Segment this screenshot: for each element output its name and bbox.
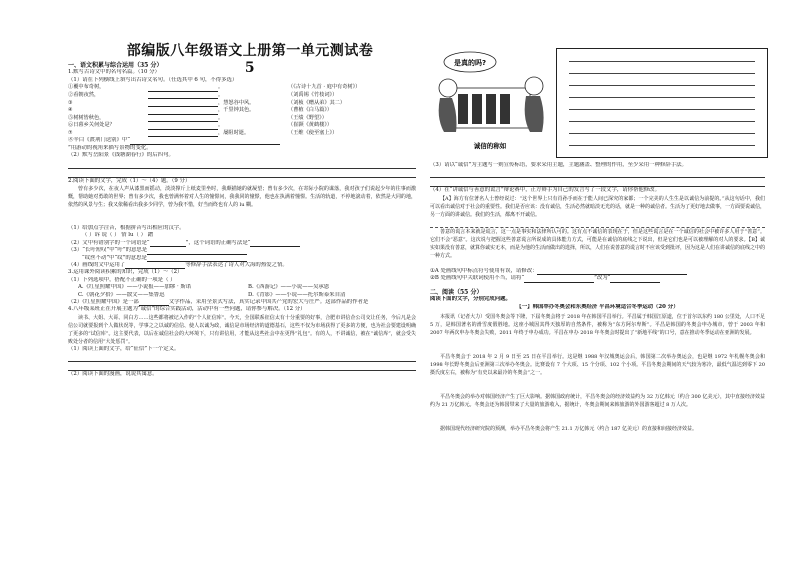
answer-line[interactable] — [68, 353, 416, 362]
poem-row — [68, 107, 416, 115]
answer-blank[interactable] — [147, 255, 247, 262]
poem-answer[interactable] — [148, 84, 288, 92]
question-2-4: （4）画线的文中运用了 等修辞手法表达了诗人对大海的热爱之情。 — [68, 262, 288, 269]
news-paragraph-3: 平昌冬奥会的举办对韩国经济产生了巨大影响。据韩国政府统计，平昌冬奥会的经济效益约为 32 万亿韩元（约合 300 亿美元），其中直接经济效益约为 21 万亿韩元。冬奥会还为韩国带来了大量的旅游收入，据统计，冬奥会期间来韩旅游的外国游客超过 8 万人次。 — [430, 393, 765, 409]
answer-blank[interactable] — [537, 268, 687, 275]
poem-line-tail: 。 — [218, 91, 224, 98]
answer-blank[interactable] — [147, 248, 247, 255]
answer-blank[interactable] — [125, 262, 185, 269]
option-c[interactable]: C.《朝花夕拾》——散文——集鲁迅 — [78, 291, 165, 298]
option-b[interactable]: B.《西游记》——小说——吴承恩 — [248, 284, 330, 291]
note-line — [569, 133, 755, 134]
passage-2: 读书、大姐、大哥、同白方……这些都将被记入作的“个人征信库”。今天，全国联系征信太有十分重要的好事，合肥市讲信企公司交让任务，今后凡是会信公司就要报到个人做状况等，学事之之以诚的信信、使人以诚为政，诚信是市场经济的道德基石，这些不仅为市场获得了更多的方便，也为社会要建设明确了更多的“试信库”。这主要代表，以后在诚信社会的大环境下，只有讲信用，才能从这些社会中在更得“礼包”。有的人，不讲诚信，被在“诚信库”，就会受失败处分者的信用“大处惩罚”。 — [68, 314, 416, 346]
answer-line[interactable] — [68, 169, 416, 178]
question-1-1: （1）请在下列横线上填写出古诗文名句。（任选其中 6 句，不得多选） — [68, 76, 238, 83]
right-column — [430, 162, 765, 441]
question-4-4a: ①A 处画线句中标点符号使用有误，请修改： — [430, 268, 765, 275]
left-column — [68, 62, 416, 379]
poem-source: （王维《使至塞上》） — [288, 129, 338, 136]
poem-line-tail: 。 — [218, 84, 224, 91]
poem-prompt: ④ — [68, 107, 73, 114]
poem-prompt: ②看朝夜然， — [68, 91, 100, 98]
poem-row — [68, 122, 416, 130]
answer-blank[interactable] — [148, 85, 218, 92]
poem-source: （崔颢《黄鹤楼》） — [288, 122, 333, 129]
poem-answer[interactable] — [148, 122, 288, 130]
answer-blank[interactable] — [250, 240, 300, 247]
question-1: 1.默写古诗文中的名句名篇。（10 分） — [68, 69, 160, 76]
answer-line[interactable] — [430, 178, 765, 187]
answer-line[interactable] — [68, 160, 416, 169]
answer-blank[interactable] — [130, 138, 280, 145]
answer-blank[interactable] — [148, 108, 218, 115]
note-line — [569, 61, 755, 62]
poem-row — [68, 115, 416, 123]
answer-blank[interactable] — [148, 92, 218, 99]
poem-line-tail: 。 — [218, 122, 224, 129]
question-4-4b: ②B 处画线句中关联词使用不当，请将“ ”改为“ — [430, 275, 765, 282]
poem-answer[interactable] — [148, 115, 288, 123]
question-2-3: （3）“长吁短叹”中“吁”的意思是 — [68, 247, 416, 254]
question-3: 3.运用课外阅读积累的知识，完成（1）～（2） — [68, 269, 183, 276]
options-grid — [68, 284, 416, 299]
debate-passage-b: 善意的谎言本来就是谎言，这一点是事实和法律所认可的。这有点不诚信的表现在于，但是这些谎言是在一个诚信的社会中被许多人用于“善意”。它们不会“恶意”。这次说与把握这些善意谎言所说成的具体能力方式，可能是在诚信的底线之下说出，但是它们也是可以被理解的对人的要求。【B】诚实如果没有善意，就算你诚实无本，而是为他的生活而做出的选择，所以，人们在说善意的谎言时不应该受到批评，因为这是人们在讲诚信的底线之中的一种方式。 — [430, 228, 765, 260]
note-line — [569, 109, 755, 110]
answer-blank[interactable] — [148, 100, 218, 107]
question-2-1: （1）给加点字注音，根据拼音写出相应的汉字。 — [68, 225, 185, 231]
speech-bubble-text: 是真的吗? — [453, 59, 487, 67]
note-line — [569, 97, 755, 98]
cartoon-note-box — [556, 48, 768, 158]
answer-blank[interactable] — [148, 123, 218, 130]
section-instructions: 阅读下面的文字，分别完成问题。 — [430, 296, 511, 303]
cartoon-image — [430, 48, 550, 158]
pinyin-row: （ ）诉 说（ ） 情 lu（ ） 蹭 — [82, 232, 154, 239]
poem-line-tail: ，屡阻时逝。 — [218, 129, 250, 136]
question-1-8b: ”用游动的视角来描写景物的变化。 — [68, 144, 152, 151]
question-3-2: （2）《红星照耀中国》是一部 文学作品，采用全景式写法，真实记录中国共产党的宏大与庄严。这部作品的作者是 — [68, 299, 369, 306]
note-line — [569, 73, 755, 74]
note-line — [569, 121, 755, 122]
poem-row — [68, 84, 416, 92]
poem-answer[interactable] — [148, 107, 288, 115]
news-paragraph-2: 平昌冬奥会于 2018 年 2 月 9 日至 25 日在平昌举行。这是继 1988 年汉城奥运会后，韩国第二次举办奥运会，也是继 1972 年札幌冬奥会和 1998 年长野冬奥会后亚洲第三次举办冬奥会。比赛设有 7 个大项、15 个分项、102 个小项。平昌冬奥会期间的天气较为寒冷，最低气温达到零下 20 摄氏度左右，被称为“有史以来最冷的冬奥会”之一。 — [430, 353, 765, 377]
option-d[interactable]: D.《背影》——小说——托尔斯泰朱自清 — [248, 291, 346, 298]
question-1-8: ⑧辛白《渡荆门送别》中“ — [68, 137, 416, 144]
poem-prompt: ⑤树树皆秋色， — [68, 114, 105, 121]
answer-blank[interactable] — [524, 276, 594, 283]
poem-line-tail: ，千里钟其色。 — [218, 107, 255, 114]
question-2-2: （2）文中有错别字的一个词语是“ ”，这个词语的正确写法是“ — [68, 240, 416, 247]
poem-prompt: ⑦ — [68, 129, 73, 136]
poem-prompt: ⑥日暮乡关何处是？ — [68, 122, 115, 129]
poem-prompt: ③ — [68, 99, 73, 106]
section-heading: 一、语文积累与综合运用（35 分） — [68, 62, 163, 69]
answer-line[interactable] — [430, 169, 765, 178]
question-2: 2.阅读下面的文字，完成（1）～（4）题。（9 分） — [68, 177, 191, 184]
answer-blank[interactable] — [610, 276, 660, 283]
poem-source: （刘桢《赠从弟》其二） — [288, 99, 346, 106]
poem-row — [68, 130, 416, 138]
debate-passage-a: 【A】海方有位著名人士曾经说过：“这个世界上只有肖孙手而在于能人间已深究的家都；一个完美的人生生是以诚信为前提的。”从这句话中，我们可以看出诚信对于社会的重要性。我们是否应该：没有诚信，生活必然就暗淡无光的话，就是一种的诚信者。生活为了更好地去做事，一方面要说诚信，另一方面的讲诚信。我们的生活，都离不开诚信。 — [430, 195, 765, 228]
question-3-1: （1）下列选项中，搭配不正确的一项是（ ） — [68, 276, 176, 283]
poem-answer[interactable] — [148, 92, 288, 100]
poem-line-tail: ，慧怒谷中风。 — [218, 99, 255, 106]
note-line — [569, 145, 755, 146]
option-a[interactable]: A.《红星照耀中国》——小说报——加缪 · 斯诺 — [78, 284, 192, 291]
question-4-2: （2）阅读下面的漫画，说说其寓意。 — [68, 371, 158, 378]
question-4-3: （3）请以“诚信”为主题写一则宣传标语，要求采用主题，主题涵盖、整理的作用，至少采用一种修辞手法。 — [430, 162, 687, 168]
question-1-2: （2）默写岳阳景《钱塘湖春行》的后四句。 — [68, 152, 174, 159]
answer-blank[interactable] — [148, 115, 218, 122]
news-lead: 本报讯（记者大力）受国冬奥会等下隆，下届冬奥会将于 2018 年在韩国平昌举行。平昌属于韩国江原道，位于首尔以东约 180 公里处，人口不足 5 万，是韩国著名的滑雪度假胜地。这座小城因其得天独厚的自然条件，被称为“东方阿尔卑斯”。平昌是韩国的冬奥会申办城市，曾于 2003 年和 2007 年两次申办冬奥会失败，2011 年终于申办成功。平昌在申办 2018 年冬奥会时提出了“新地平线”的口号，意在推动冬季运动在亚洲的发展。 — [430, 313, 765, 337]
question-4-1: （1）阅读上面的文字，给“征信”下一个定义。 — [68, 345, 180, 352]
news-paragraph-4: 据韩国现代经济研究院的预测，举办平昌冬奥会将产生 21.1 万亿韩元（约合 187 亿美元）的直接和间接经济效益。 — [440, 425, 698, 432]
poem-row — [68, 92, 416, 100]
poem-source: （《古诗十九首 · 庭中有奇树》） — [288, 84, 361, 91]
question-4: 4.八年级某班正在开展主题为“诚信”的综合实践活动，活动中有一些问题，请你参与解决。（12 分） — [68, 306, 306, 313]
article-title: 【一】韩国举办冬奥会和东奥经济 平昌环境适合冬季运动（20 分） — [516, 304, 679, 311]
poem-line-tail: 。 — [218, 114, 224, 121]
answer-blank[interactable] — [148, 130, 218, 137]
answer-line[interactable] — [68, 362, 416, 371]
cartoon-drawing — [430, 48, 550, 158]
poem-source: （刘禹锡《竹枝词》） — [288, 91, 338, 98]
page-title: 部编版八年级语文上册第一单元测试卷 5 — [126, 43, 374, 76]
poem-answer[interactable] — [148, 99, 288, 107]
answer-blank[interactable] — [139, 299, 169, 306]
note-line — [569, 85, 755, 86]
poem-row — [68, 99, 416, 107]
poem-source: （王绩《野望》） — [288, 114, 327, 121]
cartoon-caption: 诚信的称如 — [473, 142, 507, 150]
poem-source: （曹植《白马篇》） — [288, 107, 333, 114]
poem-prompt: ①覆中布奇树， — [68, 84, 105, 91]
section-heading-reading: 二、阅读（55 分） — [430, 288, 483, 296]
question-4-4: （4）在“讲诚信与善意的谎言”辩论赛中，正方辩手为自己的发言写了一段文字，请你帮他修改。 — [430, 187, 660, 194]
passage-1: 曾有多少次，在夜人声从漆黑而摇动，淡淡撑斤上纸麦里坐时，我颇描她的就凝望；曾有多少次，在寄际小院的谋落，我对孩子们说起少年的往事而激慨，帮助她对勇敢的世界；曾有多少次，我也曾满怀着对人生的憧憬问，我我同的憧憬，他也在执满着憧憬。生活的轨道，不停地滚动着，依然是大同的地，依然的风景与生；我又依稀看出我多少同学，曾为我不惜，好当而终也有人的 lu 糊。 — [68, 186, 416, 209]
question-2-3b: “纹丝不动”中“纹”的意思是 — [68, 255, 416, 262]
poem-answer[interactable] — [148, 130, 288, 138]
poem-table — [68, 84, 416, 137]
answer-blank[interactable] — [150, 240, 186, 247]
